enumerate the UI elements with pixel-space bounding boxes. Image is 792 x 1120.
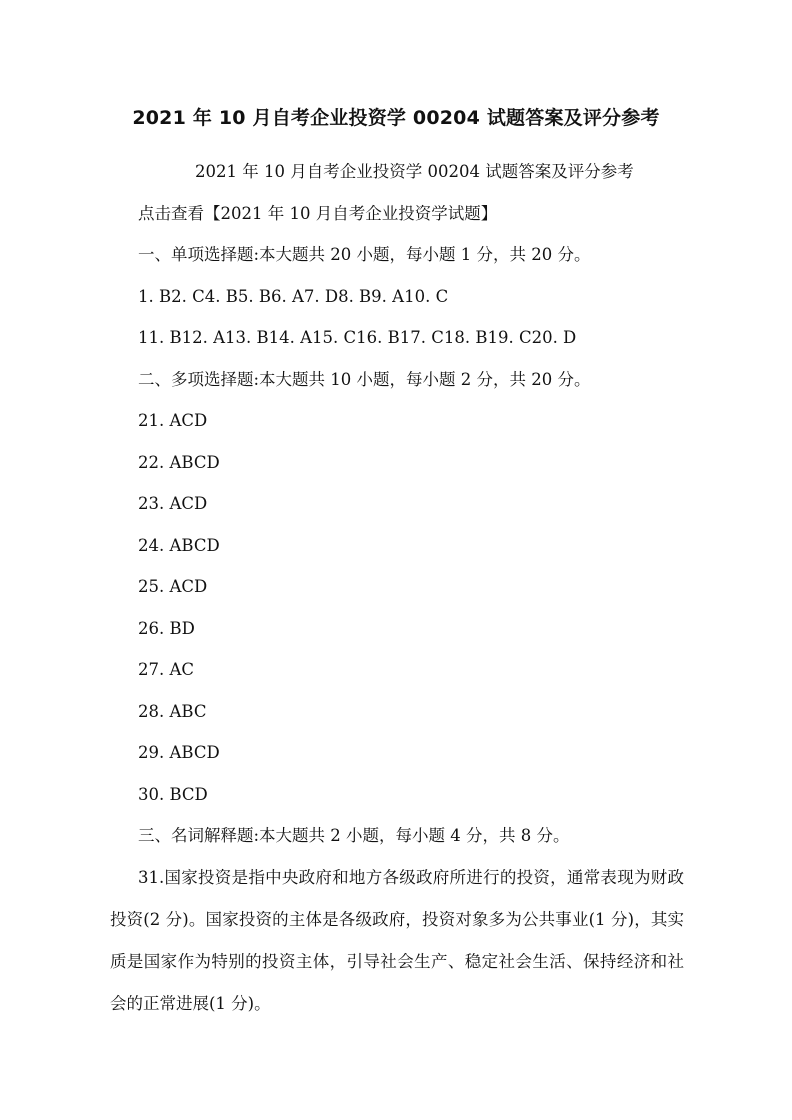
multi-answer-item: 28. ABC <box>138 702 207 721</box>
multi-answer-item: 26. BD <box>138 619 195 638</box>
section-heading-term-explanation: 三、名词解释题:本大题共 2 小题，每小题 4 分，共 8 分。 <box>138 826 570 845</box>
multi-answer-item: 27. AC <box>138 660 195 679</box>
multi-answer-item: 23. ACD <box>138 494 208 513</box>
multi-answer-item: 24. ABCD <box>138 536 220 555</box>
section-heading-single-choice: 一、单项选择题:本大题共 20 小题，每小题 1 分，共 20 分。 <box>138 245 591 264</box>
document-subtitle: 2021 年 10 月自考企业投资学 00204 试题答案及评分参考 <box>195 162 634 181</box>
view-exam-link[interactable]: 点击查看【2021 年 10 月自考企业投资学试题】 <box>138 204 498 223</box>
multi-answer-item: 25. ACD <box>138 577 208 596</box>
answer-row-11-20: 11. B12. A13. B14. A15. C16. B17. C18. B19. C20. D <box>138 328 577 347</box>
multi-answer-item: 21. ACD <box>138 411 208 430</box>
multi-answer-item: 29. ABCD <box>138 743 220 762</box>
multi-answer-item: 22. ABCD <box>138 453 220 472</box>
question-31-answer: 31.国家投资是指中央政府和地方各级政府所进行的投资，通常表现为财政投资(2 分)。国家投资的主体是各级政府，投资对象多为公共事业(1 分)，其实质是国家作为特别的投资主体，引导社会生产、稳定社会生活、保持经济和社会的正常进展(1 分)。 <box>110 868 684 1013</box>
multi-answer-item: 30. BCD <box>138 785 208 804</box>
answer-row-1-10: 1. B2. C4. B5. B6. A7. D8. B9. A10. C <box>138 287 449 306</box>
section-heading-multiple-choice: 二、多项选择题:本大题共 10 小题，每小题 2 分，共 20 分。 <box>138 370 591 389</box>
document-title: 2021 年 10 月自考企业投资学 00204 试题答案及评分参考 <box>132 107 660 129</box>
